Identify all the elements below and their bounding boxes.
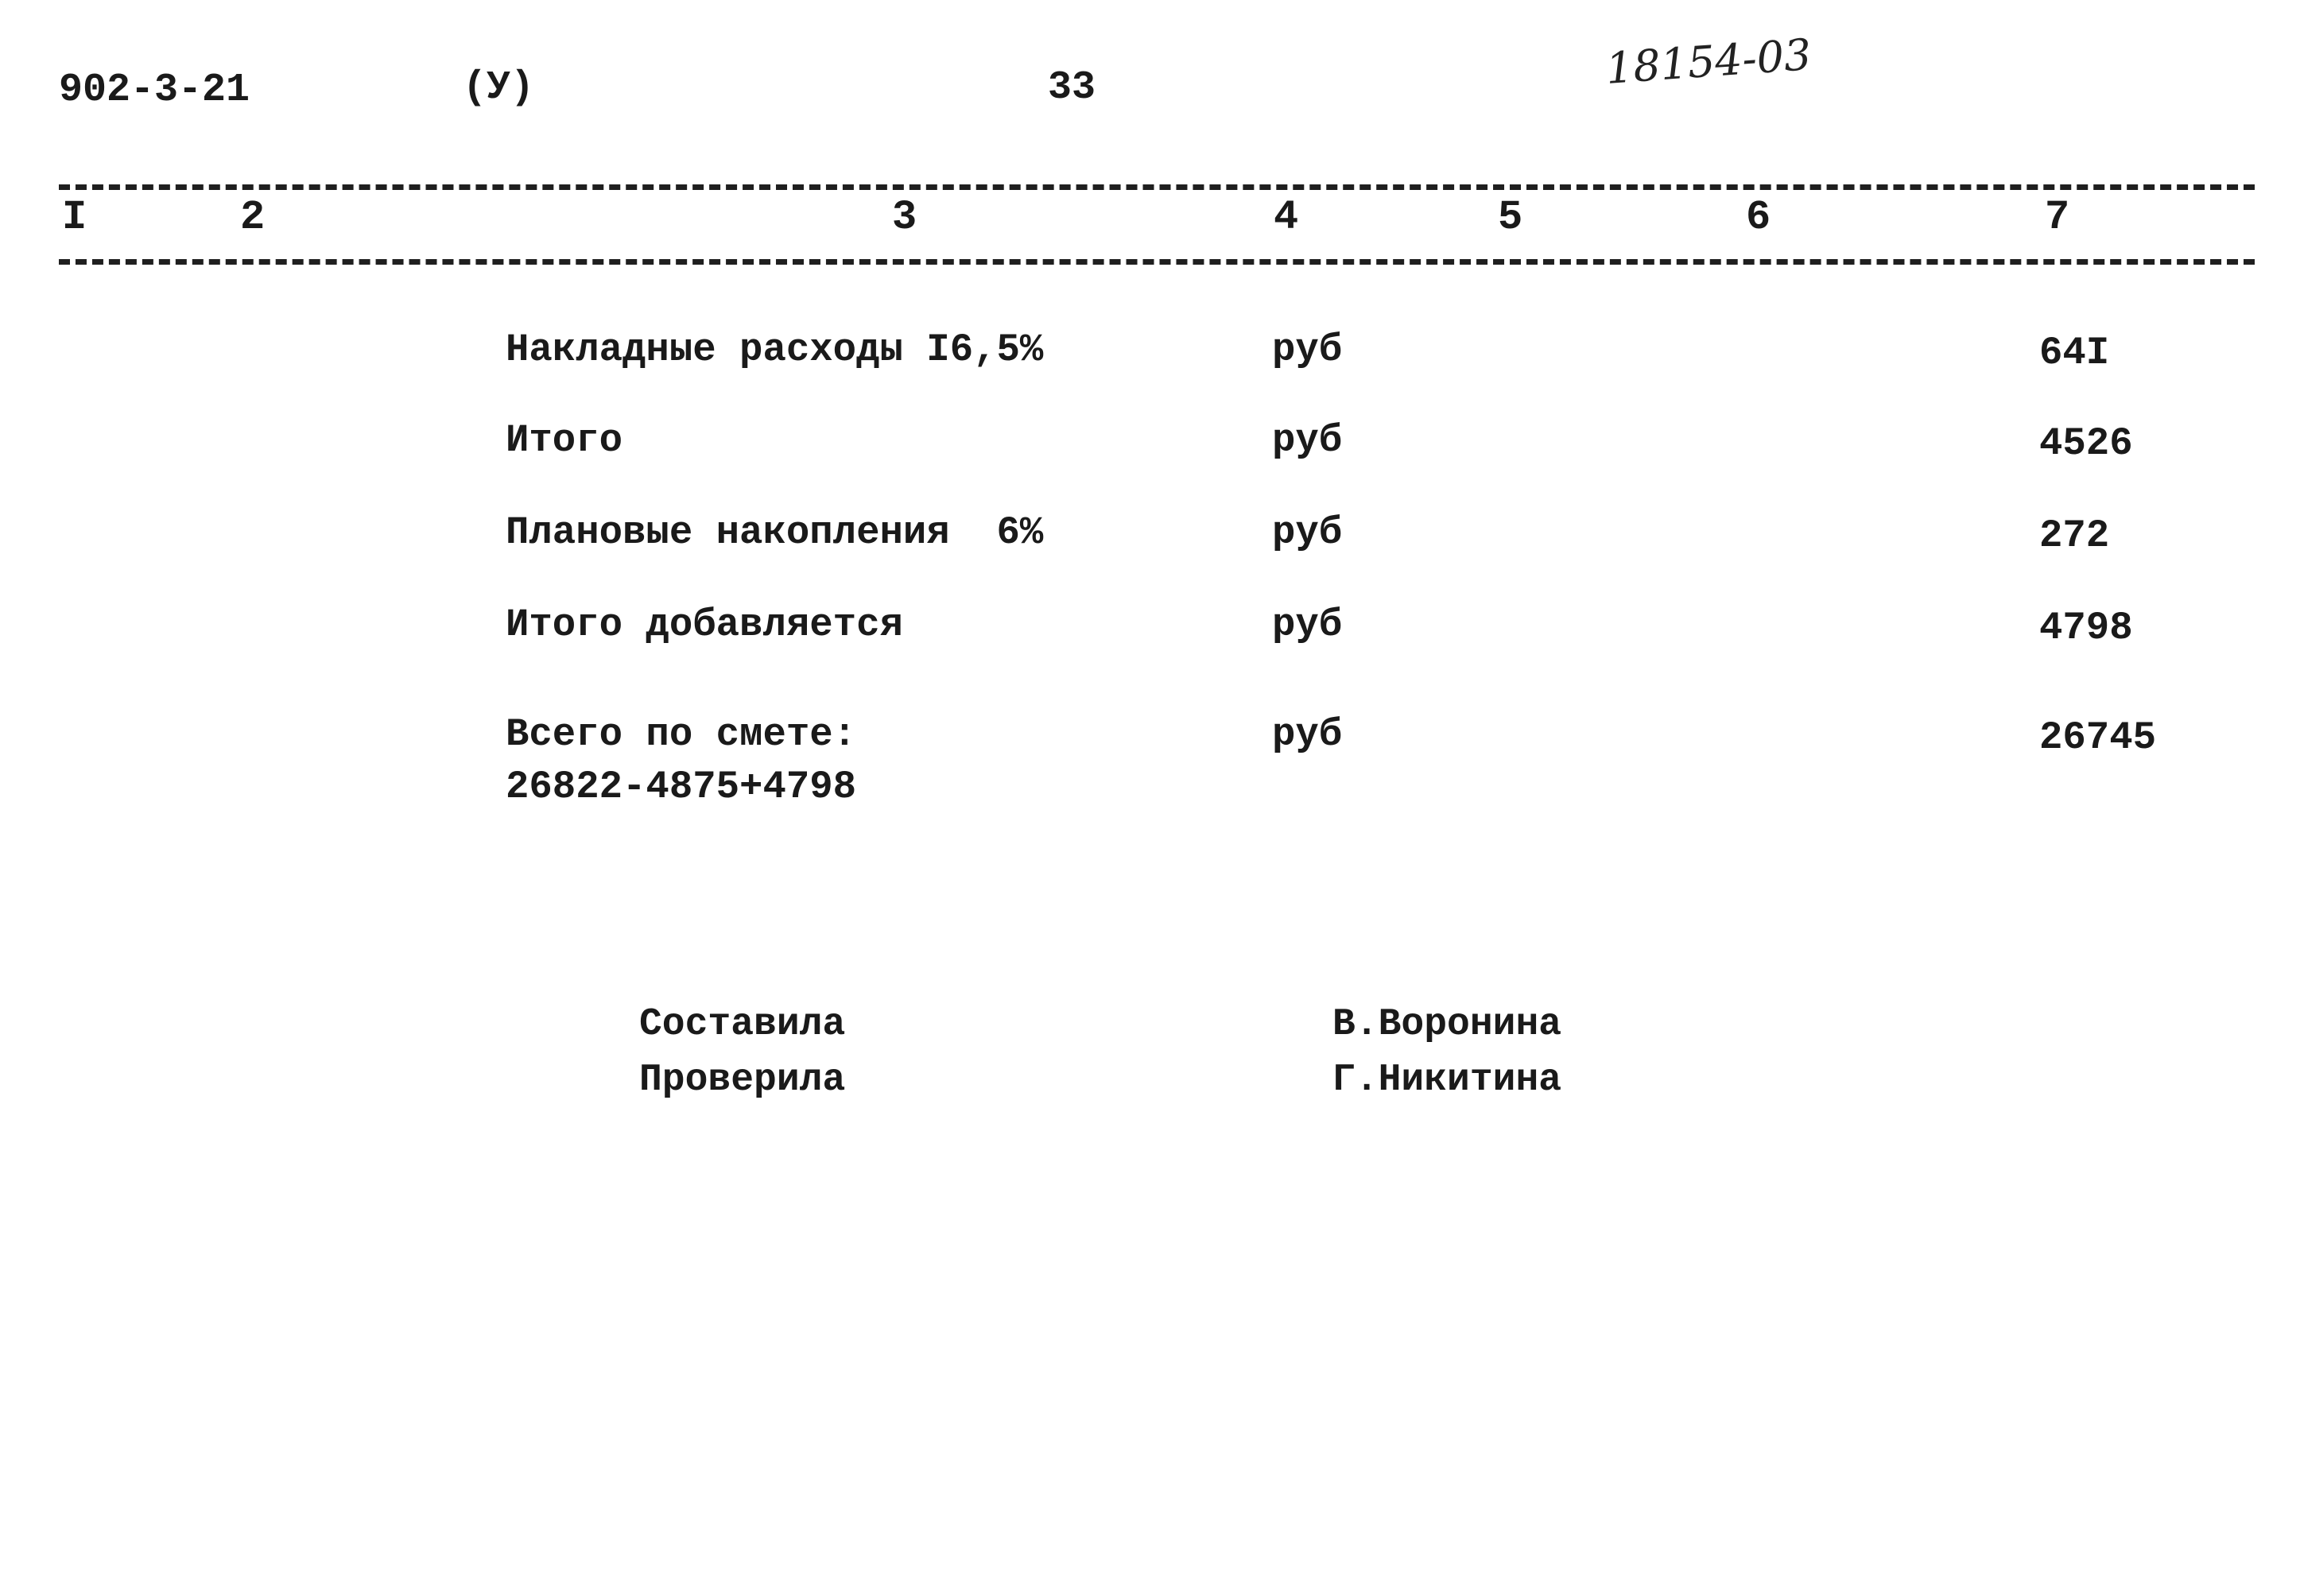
- document-code: 902-3-21: [59, 68, 250, 113]
- column-number-2: 2: [240, 194, 266, 241]
- row-formula: 26822-4875+4798: [506, 765, 857, 809]
- header-top-rule: [59, 184, 2255, 190]
- checked-label: Проверила: [639, 1059, 846, 1102]
- compiled-name: В.Воронина: [1332, 1003, 1562, 1046]
- row-value: 4798: [2039, 606, 2133, 650]
- row-unit: руб: [1272, 327, 1343, 372]
- column-number-5: 5: [1498, 194, 1523, 241]
- row-value: 64I: [2039, 331, 2110, 375]
- column-number-4: 4: [1274, 194, 1299, 241]
- row-item-name: Итого: [506, 418, 623, 463]
- column-number-1: I: [62, 194, 87, 241]
- document-mark: (У): [463, 65, 535, 110]
- row-unit: руб: [1272, 510, 1343, 555]
- row-item-name: Плановые накопления 6%: [506, 510, 1044, 555]
- page-number: 33: [1048, 65, 1096, 110]
- row-unit: руб: [1272, 602, 1343, 647]
- column-number-7: 7: [2045, 194, 2070, 241]
- row-unit: руб: [1272, 712, 1343, 757]
- handwritten-number: 18154-03: [1604, 29, 1813, 94]
- row-item-name: Всего по смете:: [506, 712, 857, 757]
- row-item-name: Накладные расходы I6,5%: [506, 327, 1044, 372]
- column-number-6: 6: [1746, 194, 1771, 241]
- row-item-name: Итого добавляется: [506, 602, 903, 647]
- checked-name: Г.Никитина: [1332, 1059, 1562, 1102]
- row-unit: руб: [1272, 418, 1343, 463]
- row-value: 26745: [2039, 715, 2157, 760]
- header-bottom-rule: [59, 259, 2255, 265]
- row-value: 272: [2039, 513, 2110, 558]
- compiled-label: Составила: [639, 1003, 846, 1046]
- column-number-3: 3: [892, 194, 917, 241]
- row-value: 4526: [2039, 421, 2133, 466]
